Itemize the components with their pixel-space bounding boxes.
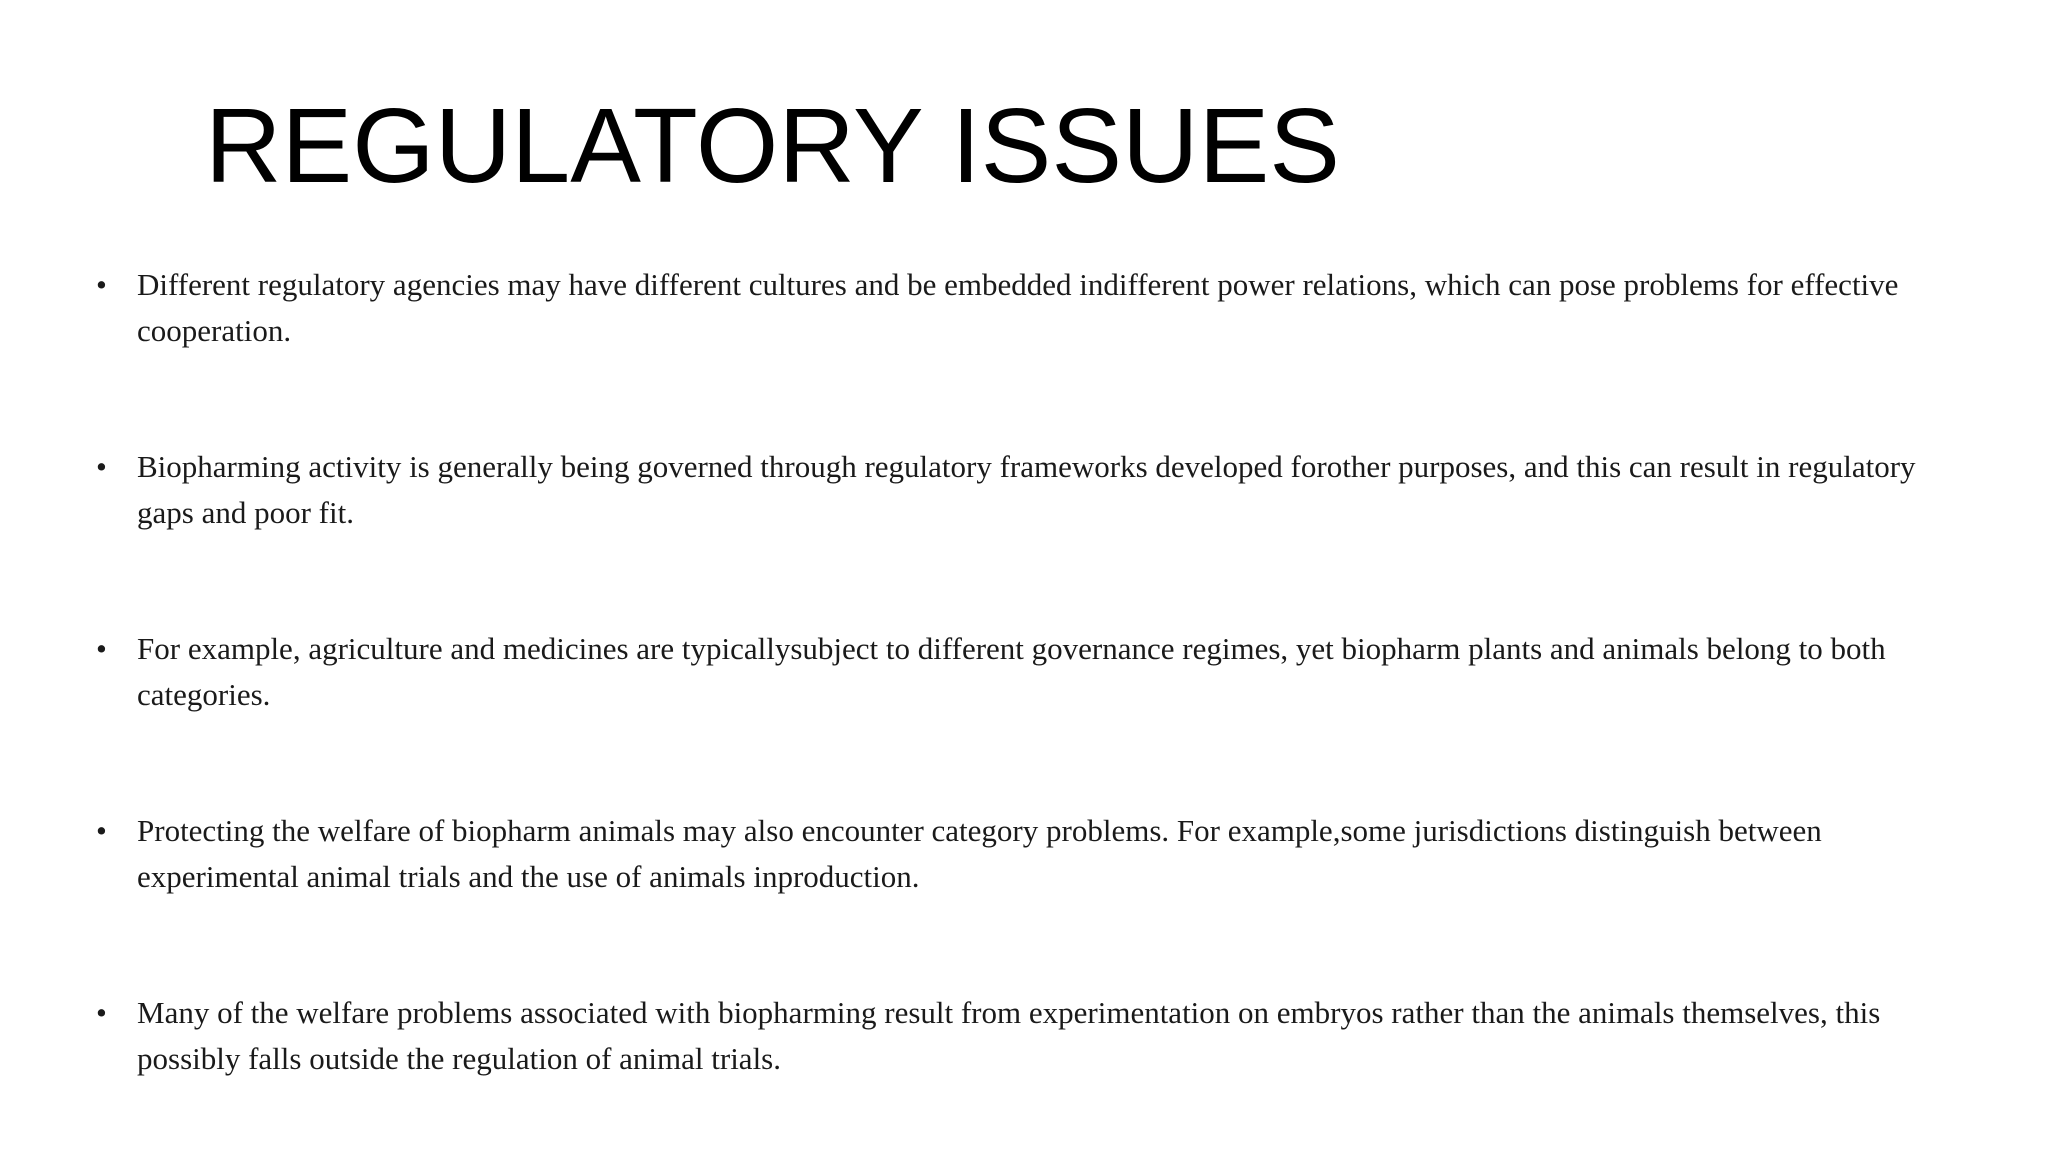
bullet-marker: • bbox=[96, 267, 107, 302]
bullet-marker: • bbox=[96, 449, 107, 484]
bullet-item bbox=[96, 444, 1966, 536]
bullet-text: Protecting the welfare of biopharm animals may also encounter category problems. For example,some jurisdictions distinguish between experimental animal trials and the use of animals inproduction. bbox=[137, 813, 1822, 894]
bullet-item bbox=[96, 808, 1966, 900]
bullet-marker: • bbox=[96, 995, 107, 1030]
bullet-text: For example, agriculture and medicines are typicallysubject to different governance regimes, yet biopharm plants and animals belong to both categories. bbox=[137, 631, 1886, 712]
bullet-list bbox=[96, 262, 1966, 1172]
bullet-item bbox=[96, 626, 1966, 718]
bullet-text: Different regulatory agencies may have different cultures and be embedded indifferent power relations, which can pose problems for effective cooperation. bbox=[137, 267, 1899, 348]
slide-title: REGULATORY ISSUES bbox=[205, 87, 1340, 205]
bullet-text: Biopharming activity is generally being governed through regulatory frameworks developed forother purposes, and this can result in regulatory gaps and poor fit. bbox=[137, 449, 1916, 530]
bullet-marker: • bbox=[96, 813, 107, 848]
bullet-marker: • bbox=[96, 631, 107, 666]
bullet-item bbox=[96, 990, 1966, 1082]
bullet-text: Many of the welfare problems associated with biopharming result from experimentation on embryos rather than the animals themselves, this possibly falls outside the regulation of animal trials. bbox=[137, 995, 1881, 1076]
bullet-item bbox=[96, 262, 1966, 354]
